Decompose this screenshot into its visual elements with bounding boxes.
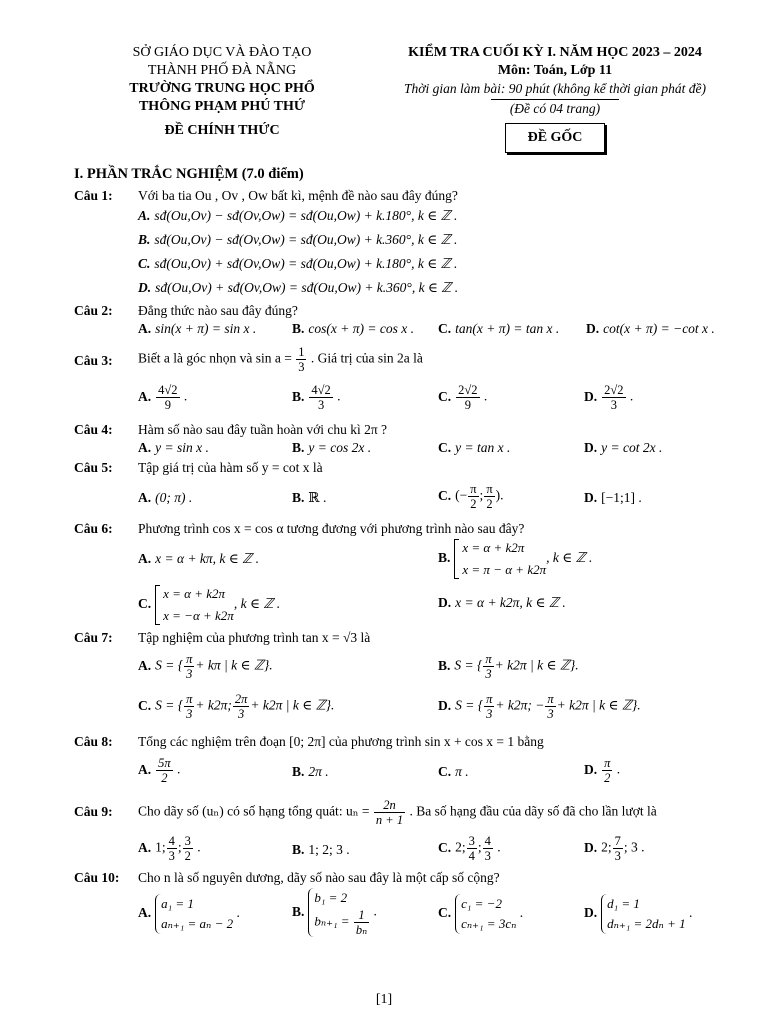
school-line1: TRƯỜNG TRUNG HỌC PHỔ (129, 81, 315, 96)
question-label: Câu 9: (74, 804, 113, 819)
question-text: Biết a là góc nhọn và sin a = $\frac{1}{3}$ . Giá trị của sin 2a là (138, 345, 423, 374)
question-label: Câu 5: (74, 460, 113, 475)
option-c: C. $\frac{2√2}{9}$ . (438, 383, 488, 412)
option-d: D. y = cot 2x . (584, 440, 663, 455)
option-b: B. y = cos 2x . (292, 440, 372, 455)
option-d: D. cot(x + π) = −cot x . (586, 321, 715, 336)
option-b: B. ℝ . (292, 490, 327, 505)
option-a: A. S = { $\frac{\pi}{3}$ + kπ | k ∈ ℤ}. (138, 652, 273, 681)
question-5 (74, 460, 744, 520)
question-text: Hàm số nào sau đây tuần hoàn với chu kì 2π ? (138, 422, 388, 437)
option-a: A. $\frac{5\pi}{2}$ . (138, 756, 181, 785)
option-a: A. sin(x + π) = sin x . (138, 321, 257, 336)
header-right (370, 44, 740, 153)
option-c: C. tan(x + π) = tan x . (438, 321, 560, 336)
option-b: B. 2π . (292, 764, 329, 779)
option-b: B. x = α + k2π x = π − α + k2π , k ∈ ℤ . (438, 537, 592, 581)
section-title: I. PHẦN TRẮC NGHIỆM (7.0 điểm) (74, 166, 304, 182)
question-label: Câu 8: (74, 734, 113, 749)
question-2 (74, 303, 744, 341)
question-1 (74, 188, 744, 300)
option-c: C. c₁ = −2 cₙ₊₁ = 3cₙ . (438, 894, 523, 934)
department: SỞ GIÁO DỤC VÀ ĐÀO TẠO (132, 45, 312, 60)
question-text: Tập giá trị của hàm số y = cot x là (138, 460, 323, 475)
question-label: Câu 4: (74, 422, 113, 437)
option-c: C. y = tan x . (438, 440, 511, 455)
option-a: A. y = sin x . (138, 440, 209, 455)
question-label: Câu 10: (74, 870, 120, 885)
option-c: C. sđ(Ou,Ov) + sđ(Ov,Ow) = sđ(Ou,Ow) + k.180°, k ∈ ℤ . (138, 256, 458, 271)
option-b: B. S = { $\frac{\pi}{3}$ + k2π | k ∈ ℤ}. (438, 652, 579, 681)
page-number: [1] (375, 992, 393, 1007)
question-label: Câu 7: (74, 630, 113, 645)
option-c: C. S = { $\frac{\pi}{3}$ + k2π; $\frac{2\pi}{3}$ + k2π | k ∈ ℤ}. (138, 692, 335, 721)
question-10 (74, 870, 744, 950)
city: THÀNH PHỐ ĐÀ NẴNG (147, 63, 297, 78)
question-7 (74, 630, 744, 730)
question-text: Tổng các nghiệm trên đoạn [0; 2π] của phương trình sin x + cos x = 1 bằng (138, 734, 544, 749)
subject: Môn: Toán, Lớp 11 (497, 63, 613, 78)
question-text: Phương trình cos x = cos α tương đương với phương trình nào sau đây? (138, 521, 525, 536)
question-3 (74, 345, 744, 423)
option-c: C. (− $\frac{\pi}{2}$ ; $\frac{\pi}{2}$ ). (438, 482, 504, 511)
option-a: A. $\frac{4√2}{9}$ . (138, 383, 188, 412)
question-label: Câu 3: (74, 353, 113, 368)
question-label: Câu 6: (74, 521, 113, 536)
option-b: B. cos(x + π) = cos x . (292, 321, 414, 336)
option-a: A. (0; π) . (138, 490, 193, 505)
option-c: C. π . (438, 764, 469, 779)
question-8 (74, 734, 744, 794)
option-a: A. 1; $\frac{4}{3}$ ; $\frac{3}{2}$ . (138, 834, 201, 863)
option-c: C. x = α + k2π x = −α + k2π , k ∈ ℤ . (138, 583, 280, 627)
option-d: D. sđ(Ou,Ov) + sđ(Ov,Ow) = sđ(Ou,Ow) + k.360°, k ∈ ℤ . (138, 280, 459, 295)
option-b: B. $\frac{4√2}{3}$ . (292, 383, 341, 412)
option-a: A. x = α + kπ, k ∈ ℤ . (138, 551, 259, 566)
header-left (78, 44, 366, 140)
option-d: D. d₁ = 1 dₙ₊₁ = 2dₙ + 1 . (584, 894, 692, 934)
question-9 (74, 798, 744, 866)
option-d: D. $\frac{\pi}{2}$ . (584, 756, 621, 785)
question-label: Câu 2: (74, 303, 113, 318)
official-label: ĐỀ CHÍNH THỨC (164, 123, 280, 138)
option-d: D. [−1;1] . (584, 490, 642, 505)
page-count: (Đề có 04 trang) (509, 101, 601, 116)
question-4 (74, 422, 744, 460)
option-a: A. a₁ = 1 aₙ₊₁ = aₙ − 2 . (138, 894, 240, 934)
option-b: B. b₁ = 2 bₙ₊₁ = $\frac{1}{\text{bₙ}}$ . (292, 890, 377, 937)
question-text: Với ba tia Ou , Ov , Ow bất kì, mệnh đề nào sau đây đúng? (138, 188, 458, 203)
school-line2: THÔNG PHẠM PHÚ THỨ (138, 99, 306, 114)
question-label: Câu 1: (74, 188, 113, 203)
question-text: Cho dãy số (uₙ) có số hạng tổng quát: uₙ = $\frac{2n}{n + 1}$ . Ba số hạng đầu của dãy số đã cho lần lượt là (138, 798, 657, 827)
exam-title: KIỂM TRA CUỐI KỲ I. NĂM HỌC 2023 – 2024 (408, 45, 702, 60)
option-d: D. 2; $\frac{7}{3}$ ; 3 . (584, 834, 645, 863)
option-d: D. $\frac{2√2}{3}$ . (584, 383, 634, 412)
question-6 (74, 521, 744, 623)
question-text: Tập nghiệm của phương trình tan x = √3 là (138, 630, 371, 645)
time-limit: Thời gian làm bài: 90 phút (không kể thời gian phát đề) (403, 81, 706, 96)
version-badge: ĐỀ GỐC (505, 123, 606, 153)
option-d: D. S = { $\frac{\pi}{3}$ + k2π; − $\frac{\pi}{3}$ + k2π | k ∈ ℤ}. (438, 692, 641, 721)
option-a: A. sđ(Ou,Ov) − sđ(Ov,Ow) = sđ(Ou,Ow) + k.180°, k ∈ ℤ . (138, 208, 458, 223)
option-d: D. x = α + k2π, k ∈ ℤ . (438, 595, 566, 610)
question-text: Đẳng thức nào sau đây đúng? (138, 303, 298, 318)
option-b: B. 1; 2; 3 . (292, 842, 350, 857)
option-c: C. 2; $\frac{3}{4}$ ; $\frac{4}{3}$ . (438, 834, 501, 863)
option-b: B. sđ(Ou,Ov) − sđ(Ov,Ow) = sđ(Ou,Ow) + k.360°, k ∈ ℤ . (138, 232, 458, 247)
question-text: Cho n là số nguyên dương, dãy số nào sau đây là một cấp số cộng? (138, 870, 500, 885)
